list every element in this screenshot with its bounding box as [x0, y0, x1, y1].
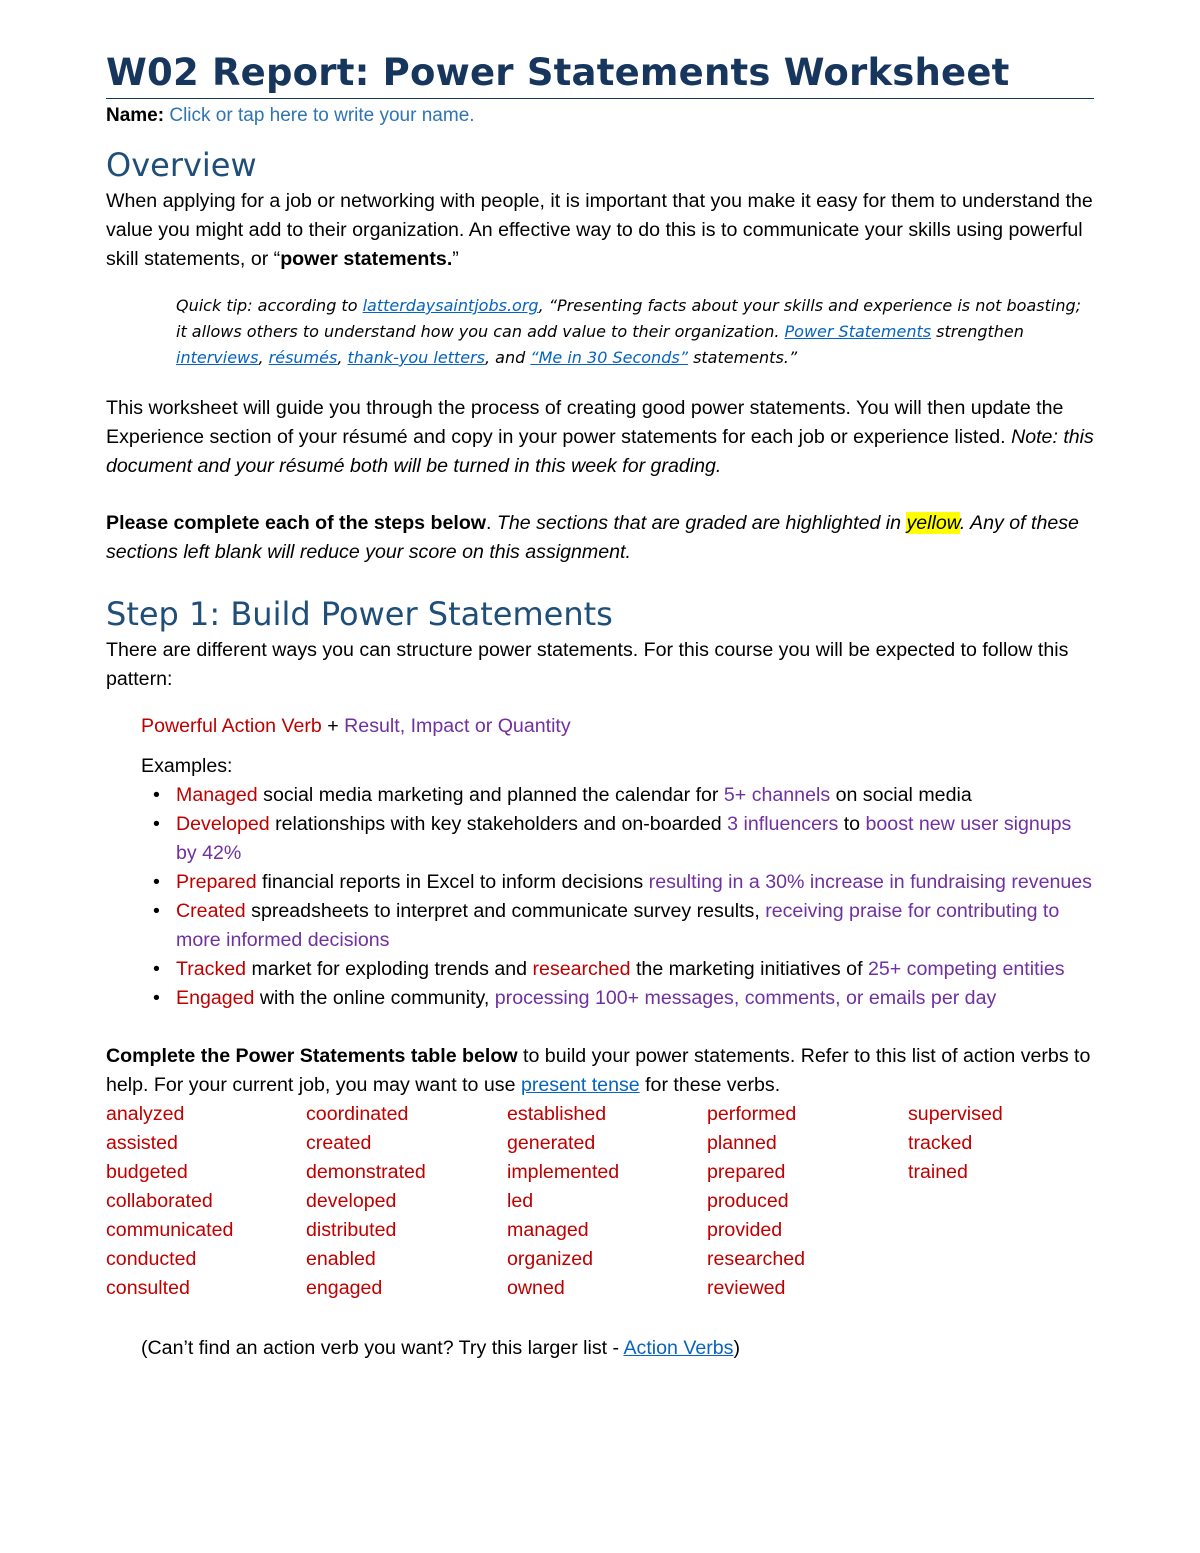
verb-item: produced [707, 1190, 789, 1212]
list-item: • Prepared financial reports in Excel to inform decisions resulting in a 30% increase in fundraising revenues [153, 871, 1092, 893]
link-resumes[interactable]: résumés [268, 348, 338, 367]
table-instructions: Complete the Power Statements table below to build your power statements. Refer to this list of action verbs to help. For your current job, you may want to use present tense for these verbs. [106, 1045, 1091, 1096]
verb-item: implemented [507, 1161, 620, 1183]
verb-item: provided [707, 1219, 783, 1241]
yellow-highlight: yellow [906, 512, 960, 534]
verb-item: budgeted [106, 1161, 188, 1183]
examples-label: Examples: [141, 755, 233, 777]
verb-column-4 [707, 1100, 908, 1303]
link-interviews[interactable]: interviews [176, 348, 259, 367]
verb-item: generated [507, 1132, 596, 1154]
verb-item: performed [707, 1103, 797, 1125]
verb-item: planned [707, 1132, 777, 1154]
verb-item: supervised [908, 1103, 1003, 1125]
complete-paragraph: Please complete each of the steps below. The sections that are graded are highlighted in yellow. Any of these sections left blank will reduce your score on this assignment. [106, 512, 1079, 563]
link-action-verbs[interactable]: Action Verbs [623, 1337, 734, 1359]
verb-column-3 [507, 1100, 707, 1303]
verb-column-1 [106, 1100, 306, 1303]
verb-item: prepared [707, 1161, 786, 1183]
verb-item: researched [707, 1248, 806, 1270]
list-item: • Engaged with the online community, processing 100+ messages, comments, or emails per day [153, 987, 997, 1009]
verb-item: created [306, 1132, 372, 1154]
power-statements-bold: power statements. [280, 248, 453, 270]
step1-heading: Step 1: Build Power Statements [106, 595, 613, 633]
verb-item: organized [507, 1248, 594, 1270]
pattern-formula: Powerful Action Verb + Result, Impact or Quantity [141, 715, 571, 737]
verb-item: communicated [106, 1219, 234, 1241]
verb-column-5 [908, 1100, 1094, 1303]
verb-item: trained [908, 1161, 968, 1183]
list-item: • Managed social media marketing and planned the calendar for 5+ channels on social media [153, 784, 972, 806]
quick-tip: Quick tip: according to latterdaysaintjobs.org, “Presenting facts about your skills and experience is not boasting; it allows others to understand how you can add value to their organization. Power Statements strengthen interviews, résumés, thank-you letters, and “Me in 30 Seconds” statements.” [176, 296, 1081, 367]
verb-item: collaborated [106, 1190, 213, 1212]
verb-item: managed [507, 1219, 589, 1241]
grading-note: Note: this document and your résumé both will be turned in this week for grading. [106, 426, 1094, 477]
verb-item: assisted [106, 1132, 178, 1154]
link-thank-you-letters[interactable]: thank-you letters [347, 348, 485, 367]
verb-item: tracked [908, 1132, 973, 1154]
verb-item: led [507, 1190, 534, 1212]
verb-item: consulted [106, 1277, 190, 1299]
name-input[interactable]: Click or tap here to write your name. [169, 105, 475, 126]
verb-item: coordinated [306, 1103, 409, 1125]
verb-item: conducted [106, 1248, 197, 1270]
link-power-statements[interactable]: Power Statements [784, 322, 932, 341]
list-item: • Tracked market for exploding trends and researched the marketing initiatives of 25+ competing entities [153, 958, 1065, 980]
verb-item: enabled [306, 1248, 376, 1270]
link-present-tense[interactable]: present tense [520, 1074, 640, 1096]
name-label: Name: [106, 105, 165, 126]
verb-item: analyzed [106, 1103, 185, 1125]
overview-heading: Overview [106, 146, 257, 184]
more-verbs-note: (Can’t find an action verb you want? Try this larger list - Action Verbs) [141, 1337, 740, 1359]
name-line [106, 101, 1094, 131]
verb-item: developed [306, 1190, 397, 1212]
link-latterdaysaintjobs[interactable]: latterdaysaintjobs.org [362, 296, 539, 315]
verb-item: reviewed [707, 1277, 786, 1299]
verb-item: established [507, 1103, 607, 1125]
list-item: • Developed relationships with key stakeholders and on-boarded 3 influencers to boost new user signups by 42% [153, 813, 1072, 864]
list-item: • Created spreadsheets to interpret and communicate survey results, receiving praise for contributing to more informed decisions [153, 900, 1060, 951]
verb-column-2 [306, 1100, 507, 1303]
verb-item: distributed [306, 1219, 397, 1241]
examples-list [106, 781, 1094, 1013]
document-title: W02 Report: Power Statements Worksheet [106, 50, 1094, 99]
verb-item: owned [507, 1277, 565, 1299]
link-me-in-30-seconds[interactable]: “Me in 30 Seconds” [530, 348, 688, 367]
verb-item: demonstrated [306, 1161, 426, 1183]
guide-paragraph: This worksheet will guide you through the process of creating good power statements. You will then update the Experience section of your résumé and copy in your power statements for each job or experience listed. Note: this document and your résumé both will be turned in this week for grading. [106, 397, 1094, 477]
verb-item: engaged [306, 1277, 383, 1299]
action-verbs-grid [106, 1100, 1094, 1303]
document-page [106, 50, 1094, 1363]
overview-intro: When applying for a job or networking with people, it is important that you make it easy for them to understand the value you might add to their organization. An effective way to do this is to communicate your skills using powerful skill statements, or “power statements.” [106, 190, 1093, 270]
step1-intro: There are different ways you can structure power statements. For this course you will be expected to follow this pattern: [106, 639, 1069, 690]
